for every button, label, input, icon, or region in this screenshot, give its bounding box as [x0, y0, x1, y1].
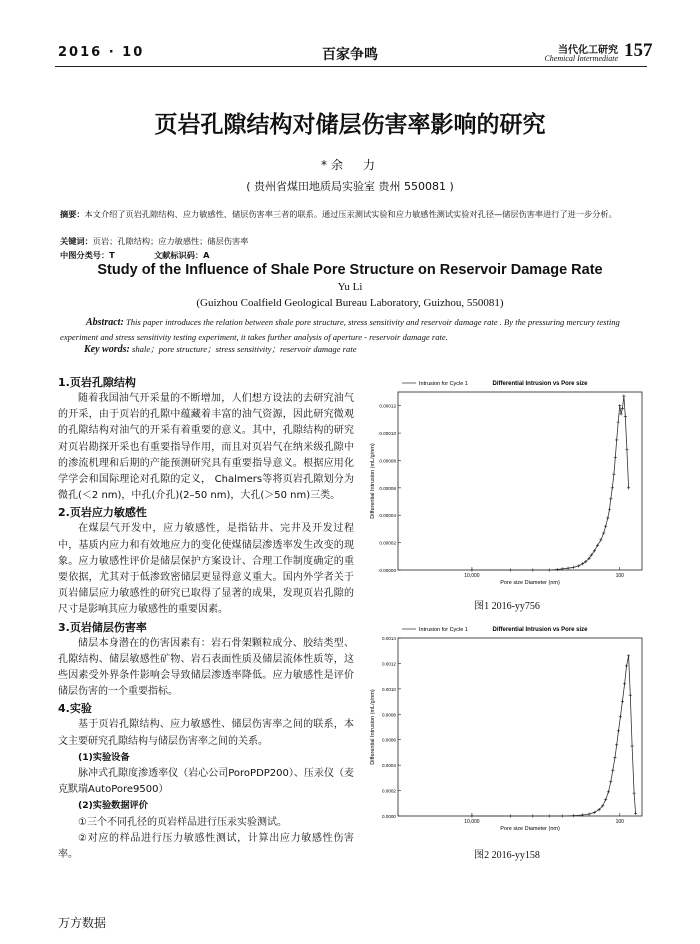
fig1-series-line — [472, 396, 629, 570]
figure-2-caption: 图2 2016-yy158 — [474, 850, 540, 861]
fig2-data-point — [470, 814, 473, 817]
fig1-xlabel: Pore size Diameter (nm) — [500, 580, 560, 586]
fig2-data-point — [607, 790, 610, 793]
fig2-ytick-label: 0.0002 — [381, 788, 396, 794]
fig1-data-point — [619, 412, 622, 415]
clc-label: 中图分类号： — [60, 250, 110, 260]
subsection-equipment: (1)实验设备 — [78, 751, 130, 763]
fig2-data-point — [621, 700, 624, 703]
fig2-ytick-label: 0.0006 — [381, 737, 396, 743]
paper-title-cn: 页岩孔隙结构对储层伤害率影响的研究 — [154, 112, 546, 138]
fig2-data-point — [548, 814, 551, 817]
evaluation-item-1: ①三个不同孔径的页岩样品进行压汞实验测试。 — [78, 816, 287, 828]
fig1-data-point — [531, 568, 534, 571]
fig1-data-point — [624, 415, 627, 418]
figure-1-caption: 图1 2016-yy756 — [474, 601, 540, 612]
abstract-cn-label: 摘要： — [60, 209, 85, 219]
fig2-xtick-100: 100 — [615, 819, 624, 825]
fig1-data-point — [509, 568, 512, 571]
fig2-data-point — [611, 769, 614, 772]
journal-name-en: Chemical Intermediate — [544, 54, 618, 63]
author-en: Yu Li — [337, 281, 363, 293]
keywords-en-text: shale；pore structure；stress sensitivity；reservoir damage rate — [132, 344, 357, 354]
fig1-legend: Intrusion for Cycle 1 — [419, 381, 468, 387]
abstract-cn — [60, 208, 650, 220]
fig1-data-point — [556, 568, 559, 571]
fig2-data-point — [623, 682, 626, 685]
section-2-heading: 2.页岩应力敏感性 — [58, 506, 147, 520]
fig2-legend: Intrusion for Cycle 1 — [419, 627, 468, 633]
fig1-ytick-label: 0.00000 — [379, 568, 396, 573]
fig2-data-point — [615, 743, 618, 746]
fig2-series-line — [472, 656, 636, 816]
fig1-data-point — [604, 525, 607, 528]
section-3-paragraph: 储层本身潜在的伤害因素有：岩石骨架颗粒成分、胶结类型、孔隙结构、储层敏感性矿物、岩石表面性质及储层流体性质等，这些因素受外界条件影响会导致储层渗透率降低。应力敏感性是评价储层伤害的一个重要指标。 — [58, 637, 354, 698]
section-1-heading: 1.页岩孔隙结构 — [58, 376, 136, 389]
fig1-data-point — [548, 568, 551, 571]
fig2-ytick-label: 0.0004 — [381, 763, 396, 769]
fig1-data-point — [608, 508, 611, 511]
fig1-data-point — [611, 486, 614, 489]
subsection-evaluation: (2)实验数据评价 — [78, 800, 148, 812]
abstract-en — [60, 315, 650, 344]
fig1-data-point — [566, 567, 569, 570]
fig2-plot-group — [370, 627, 642, 832]
evaluation-item-2: ②对应的样品进行压力敏感性测试，计算出应力敏感性伤害率。 — [58, 832, 354, 861]
issue-label: 2016 · 10 — [58, 45, 145, 60]
fig2-ytick-label: 0.0012 — [381, 661, 396, 667]
body-left-column — [58, 374, 354, 863]
fig2-data-point — [509, 814, 512, 817]
fig1-data-point — [606, 516, 609, 519]
fig1-data-point — [618, 404, 621, 407]
fig2-ytick-label: 0.0010 — [381, 686, 396, 692]
affiliation-cn: ( 贵州省煤田地质局实验室 贵州 550081 ) — [246, 180, 454, 193]
equipment-paragraph: 脉冲式孔隙度渗透率仪（岩心公司PoroPDP200）、压汞仪（麦克默瑞AutoPore9500） — [58, 768, 354, 796]
fig2-data-point — [572, 814, 575, 817]
fig2-ytick-label: 0.0000 — [381, 814, 396, 819]
fig2-data-point — [629, 694, 632, 697]
fig1-data-point — [577, 564, 580, 567]
fig2-data-point — [609, 780, 612, 783]
column-label: 百家争鸣 — [322, 47, 378, 63]
section-1-paragraph: 随着我国油气开采量的不断增加，人们想方设法的去研究油气的开采，由于页岩的孔隙中蕴藏着丰富的油气资源，因此研究微观的孔隙结构对油气的开采有着重要的意义。其中，孔隙结构的研究对页岩勘探开采也有重要指导作用，而且对页岩气在纳米级孔隙中的渗流机理和后期的产能预测研究具有重要指导意义。根据应用化学学会和国际理论对孔隙的定义， Chalmers等将页岩孔隙划分为微孔(＜2 nm)，中孔(介孔)(2–50 nm)，大孔(＞50 nm)三类。 — [58, 393, 354, 502]
doc-code-label: 文献标识码： — [153, 250, 204, 260]
fig2-data-point — [613, 756, 616, 759]
fig1-data-point — [627, 486, 630, 489]
journal-name-cn: 当代化工研究 — [558, 45, 618, 56]
fig2-data-point — [632, 792, 635, 795]
fig1-ylabel: Differential Intrusion (mL/g/nm) — [370, 443, 376, 519]
section-2-paragraph: 在煤层气开发中，应力敏感性，是指钻井、完井及开发过程中，基质内应力和有效地应力的变化使煤储层渗透率发生改变的现象。应力敏感性评价是储层保护方案设计、合理工作制度确定的重要依据，尤其对于低渗致密储层更显得意义重大。国内外学者关于页岩储层应力敏感性的研究已取得了显著的成果，发现页岩孔隙的尺寸是影响其应力敏感性的重要因素。 — [58, 523, 354, 616]
clc-value: T — [109, 250, 115, 260]
fig1-data-point — [614, 456, 617, 459]
fig2-data-point — [619, 715, 622, 718]
abstract-en-label: Abstract: — [86, 317, 124, 328]
keywords-cn-text: 页岩；孔隙结构；应力敏感性；储层伤害率 — [92, 236, 249, 246]
page-number: 157 — [624, 40, 653, 61]
fig1-ytick-label: 0.00010 — [379, 431, 396, 437]
doc-code-value: A — [203, 250, 210, 260]
fig1-ytick-label: 0.00012 — [379, 403, 396, 409]
fig2-plot-frame — [398, 638, 642, 816]
keywords-en — [84, 343, 644, 355]
fig2-data-point — [627, 654, 630, 657]
affiliation-en: (Guizhou Coalfield Geological Bureau Laboratory, Guizhou, 550081) — [196, 297, 504, 309]
keywords-cn — [60, 236, 650, 247]
section-4-paragraph: 基于页岩孔隙结构、应力敏感性、储层伤害率之间的联系，本文主要研究孔隙结构与储层伤害率之间的关系。 — [58, 719, 354, 747]
fig1-data-point — [625, 448, 628, 451]
figure-1-chart — [366, 374, 648, 590]
fig1-xtick-10000: 10,000 — [464, 573, 480, 579]
section-3-heading: 3.页岩储层伤害率 — [58, 620, 147, 634]
footer-source: 万方数据 — [58, 916, 107, 930]
fig2-data-point — [617, 729, 620, 732]
fig2-data-point — [631, 744, 634, 747]
fig1-xtick-100: 100 — [615, 573, 624, 579]
keywords-en-label: Key words: — [84, 344, 130, 355]
fig2-data-point — [531, 814, 534, 817]
fig1-data-point — [470, 568, 473, 571]
fig1-data-point — [615, 438, 618, 441]
fig1-data-point — [602, 531, 605, 534]
abstract-cn-text: 本文介绍了页岩孔隙结构、应力敏感性、储层伤害率三者的联系。通过压汞测试实验和应力敏感性测试实验对孔径—储层伤害率进行了进一步分析。 — [84, 209, 617, 219]
fig1-data-point — [612, 473, 615, 476]
fig1-plot-group — [370, 381, 642, 586]
fig2-xlabel: Pore size Diameter (nm) — [500, 826, 560, 832]
fig2-title: Differential Intrusion vs Pore size — [492, 627, 588, 633]
keywords-cn-label: 关键词： — [60, 236, 93, 246]
fig1-data-point — [621, 407, 624, 410]
fig2-ylabel: Differential Intrusion (mL/g/nm) — [370, 689, 376, 765]
fig1-ytick-label: 0.00004 — [379, 513, 396, 519]
fig2-data-point — [587, 812, 590, 815]
fig1-data-point — [609, 497, 612, 500]
fig1-plot-frame — [398, 392, 642, 570]
classification-line — [60, 250, 650, 261]
paper-title-en: Study of the Influence of Shale Pore Structure on Reservoir Damage Rate — [97, 262, 603, 278]
fig1-title: Differential Intrusion vs Pore size — [492, 381, 588, 387]
fig2-ytick-label: 0.0014 — [381, 636, 396, 641]
fig2-xtick-10000: 10,000 — [464, 819, 480, 825]
fig2-data-point — [625, 664, 628, 667]
fig2-data-point — [634, 812, 637, 815]
fig1-ytick-label: 0.00002 — [379, 540, 396, 546]
fig2-ytick-label: 0.0008 — [381, 712, 396, 718]
fig1-data-point — [622, 395, 625, 398]
fig1-ytick-label: 0.00006 — [379, 485, 396, 491]
fig2-data-point — [561, 814, 564, 817]
figure-2-chart — [366, 620, 648, 836]
author-cn: *余 力 — [320, 158, 379, 172]
section-4-heading: 4.实验 — [58, 702, 92, 716]
header-divider — [55, 66, 647, 67]
fig1-ytick-label: 0.00008 — [379, 458, 396, 464]
fig2-data-point — [604, 798, 607, 801]
fig1-data-point — [617, 421, 620, 424]
abstract-en-text: This paper introduces the relation between shale pore structure, stress sensitivity and reservoir damage rate . By the pressuring mercury testing experiment and stress sensitivity testing experiment, it takes further analysis of aperture - reservoir damage rate. — [60, 317, 620, 342]
fig1-data-point — [572, 566, 575, 569]
